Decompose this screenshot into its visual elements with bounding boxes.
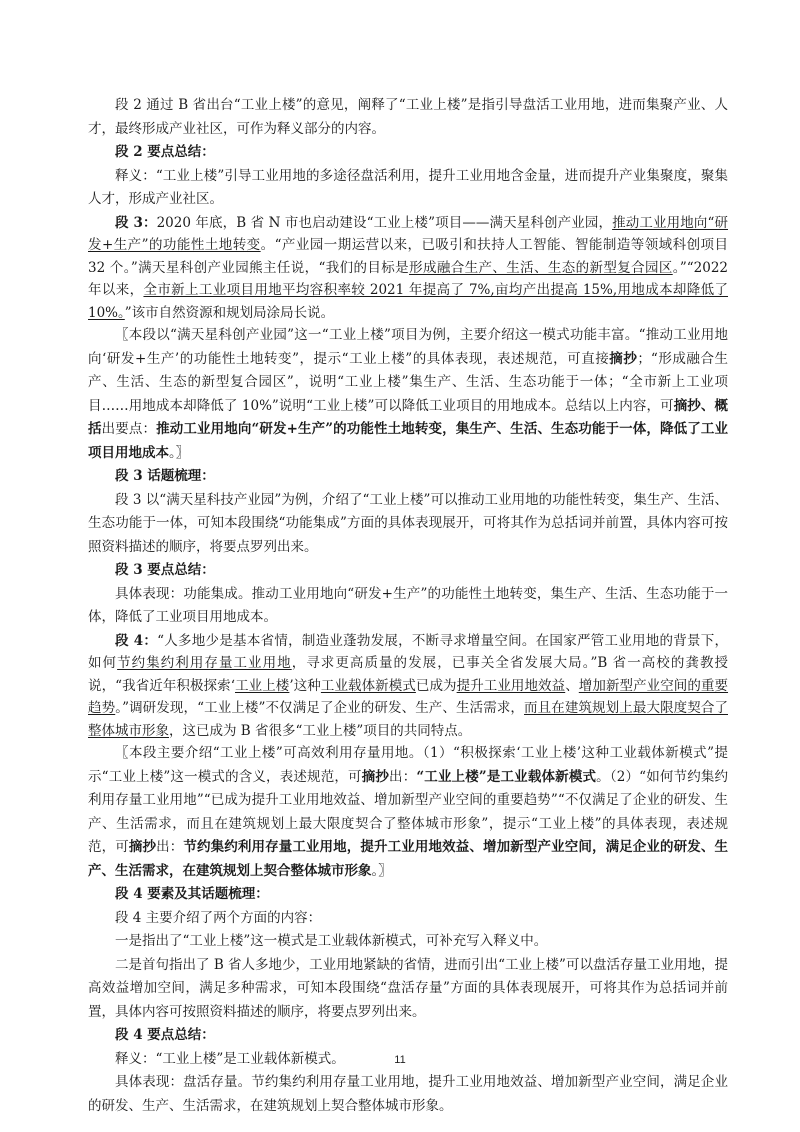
- bold-text: 摘抄: [361, 768, 390, 785]
- text-span: 出：: [156, 839, 184, 855]
- underlined-text: 工业上楼: [235, 677, 290, 694]
- underlined-text: 工业载体新模式: [320, 677, 416, 694]
- bold-text: 节约集约利用存量工业用地，提升工业用地效益、增加新型产业空间，满足企业的研发、生产、生活需求，在建筑规划上契合整体城市形象: [88, 839, 729, 879]
- bold-text: “工业上楼”是工业载体新模式: [416, 768, 597, 785]
- text-span: “人多地少是基本省情，制造业蓬勃发展，不断寻求增量空间。在国家严管工业用地的背景下，如何: [88, 632, 729, 671]
- underlined-text: 节约集约利用存量工业用地: [117, 655, 292, 671]
- text-span: 。（2）“如何节约集约利用存量工业用地”“已成为提升工业用地效益、增加新型产业空间的重要趋势”“不仅满足了企业的研发、生产、生活需求，而且在建筑规划上最大限度契合了整体城市形象”，提示“工业上楼”的具体表现，表述规范，可: [88, 768, 729, 855]
- paragraph-3-lead: 段 3：: [115, 214, 157, 231]
- paragraph-4-summary-definition: 释义：“工业上楼”是工业载体新模式。: [115, 1050, 345, 1067]
- text-span: 出要点：: [101, 421, 157, 437]
- paragraph-4-lead: 段 4：: [115, 632, 158, 649]
- bold-text: 摘抄、概括: [88, 397, 728, 437]
- text-span: 出：: [389, 768, 417, 785]
- text-span: 。“产业园一期运营以来，已吸引和扶持人工智能、智能制造等领域科创项目 32 个。”满天星科创产业园熊主任说，“我们的目标是: [88, 237, 729, 276]
- text-span: 。〗: [169, 444, 190, 461]
- underlined-text: 增加新型产业空间的重要趋势: [88, 677, 729, 716]
- underlined-text: 而且在建筑规划上最大限度契合了整体城市形象: [88, 700, 728, 739]
- text-span: 已成为: [415, 677, 457, 694]
- heading-paragraph-3-topic: 段 3 话题梳理：: [115, 468, 215, 484]
- heading-paragraph-3-summary: 段 3 要点总结：: [115, 562, 215, 578]
- text-span: 〖本段主要介绍“工业上楼”可高效利用存量用地。（1）“积极探索‘工业上楼’这种工业载体新模式”提示“工业上楼”这一模式的含义，表述规范，可: [88, 745, 728, 785]
- paragraph-3-analysis: [88, 324, 728, 465]
- text-span: 。”调研发现，“工业上楼”不仅满足了企业的研发、生产、生活需求，: [115, 700, 525, 716]
- paragraph-2-summary: 释义：“工业上楼”引导工业用地的多途径盘活利用，提升工业用地含金量，进而提升产业集聚度，聚集人才，形成产业社区。: [88, 167, 728, 207]
- paragraph-4-material: [88, 630, 728, 743]
- text-span: ’这种: [289, 677, 321, 694]
- text-span: 、: [565, 677, 579, 694]
- paragraph-4-analysis: [88, 742, 728, 883]
- paragraph-2-explanation: 段 2 通过 B 省出台“工业上楼”的意见，阐释了“工业上楼”是指引导盘活工业用地，进而集聚产业、人才，最终形成产业社区，可作为释义部分的内容。: [88, 97, 728, 137]
- bold-text: 摘抄: [609, 350, 638, 367]
- paragraph-3-summary: 具体表现：功能集成。推动工业用地向“研发+生产”的功能性土地转变，集生产、生活、生态功能于一体，降低了工业项目用地成本。: [88, 585, 728, 625]
- heading-paragraph-4-topic: 段 4 要素及其话题梳理：: [115, 886, 269, 902]
- paragraph-4-topic-point-2: 二是首句指出了 B 省人多地少，工业用地紧缺的省情，进而引出“工业上楼”可以盘活存量工业用地，提高效益增加空间，满足多种需求，可知本段围绕“盘活存量”方面的具体表现展开，可将其作为总括词并前置，具体内容可按照资料描述的顺序，将要点罗列出来。: [88, 956, 728, 1020]
- bold-text: 摘抄: [128, 839, 157, 855]
- text-span: 〖本段以“满天星科创产业园”这一“工业上楼”项目为例，主要介绍这一模式功能丰富。“推动工业用地向‘研发+生产’的功能性土地转变”，提示“工业上楼”的具体表现，表述规范，可直接: [88, 327, 728, 367]
- paragraph-3-material: [88, 212, 728, 325]
- heading-paragraph-2-summary: 段 2 要点总结：: [115, 144, 215, 160]
- text-span: ，这已成为 B 省很多“工业上楼”项目的共同特点。: [169, 722, 472, 739]
- text-span: 2020 年底，B 省 N 市也启动建设“工业上楼”项目——满天星科创产业园，: [156, 214, 613, 231]
- paragraph-4-summary-performance: 具体表现：盘活存量。节约集约利用存量工业用地，提升工业用地效益、增加新型产业空间，满足企业的研发、生产、生活需求，在建筑规划上契合整体城市形象。: [88, 1074, 728, 1114]
- document-page: [88, 94, 728, 1118]
- underlined-text: 提升工业用地效益: [456, 677, 566, 694]
- text-span: 。〗: [371, 862, 392, 879]
- bold-text: 推动工业用地向“研发+生产”的功能性土地转变，集生产、生活、生态功能于一体，降低了工业项目用地成本: [88, 421, 729, 461]
- heading-paragraph-4-summary: 段 4 要点总结：: [115, 1027, 215, 1043]
- paragraph-4-topic-intro: 段 4 主要介绍了两个方面的内容：: [115, 909, 322, 926]
- underlined-text: 形成融合生产、生活、生态的新型复合园区: [409, 259, 673, 276]
- text-span: 。”“2022 年以来，: [88, 259, 729, 298]
- page-number: 11: [394, 1054, 406, 1066]
- underlined-text: 全市新上工业项目用地平均容积率较 2021 年提高了 7%,亩均产出提高 15%,用地成本却降低了 10%。: [88, 282, 729, 321]
- paragraph-3-topic: 段 3 以“满天星科技产业园”为例，介绍了“工业上楼”可以推动工业用地的功能性转变，集生产、生活、生态功能于一体，可知本段围绕“功能集成”方面的具体表现展开，可将其作为总括词并前置，具体内容可按照资料描述的顺序，将要点罗列出来。: [88, 491, 728, 555]
- text-span: ，寻求更高质量的发展，已事关全省发展大局。”B 省一高校的龚教授说，“我省近年积极探索‘: [88, 655, 728, 694]
- paragraph-4-topic-point-1: 一是指出了“工业上楼”这一模式是工业载体新模式，可补充写入释义中。: [115, 933, 548, 949]
- underlined-text: 推动工业用地向“研发+生产”的功能性土地转变: [88, 214, 728, 253]
- text-span: ”该市自然资源和规划局涂局长说。: [124, 304, 335, 321]
- text-span: ；“形成融合生产、生活、生态的新型复合园区”，说明“工业上楼”集生产、生活、生态功能于一体；“全市新上工业项目……用地成本却降低了 10%”说明“工业上楼”可以降低工业项目的用地成本。总结以上内容，可: [88, 350, 729, 414]
